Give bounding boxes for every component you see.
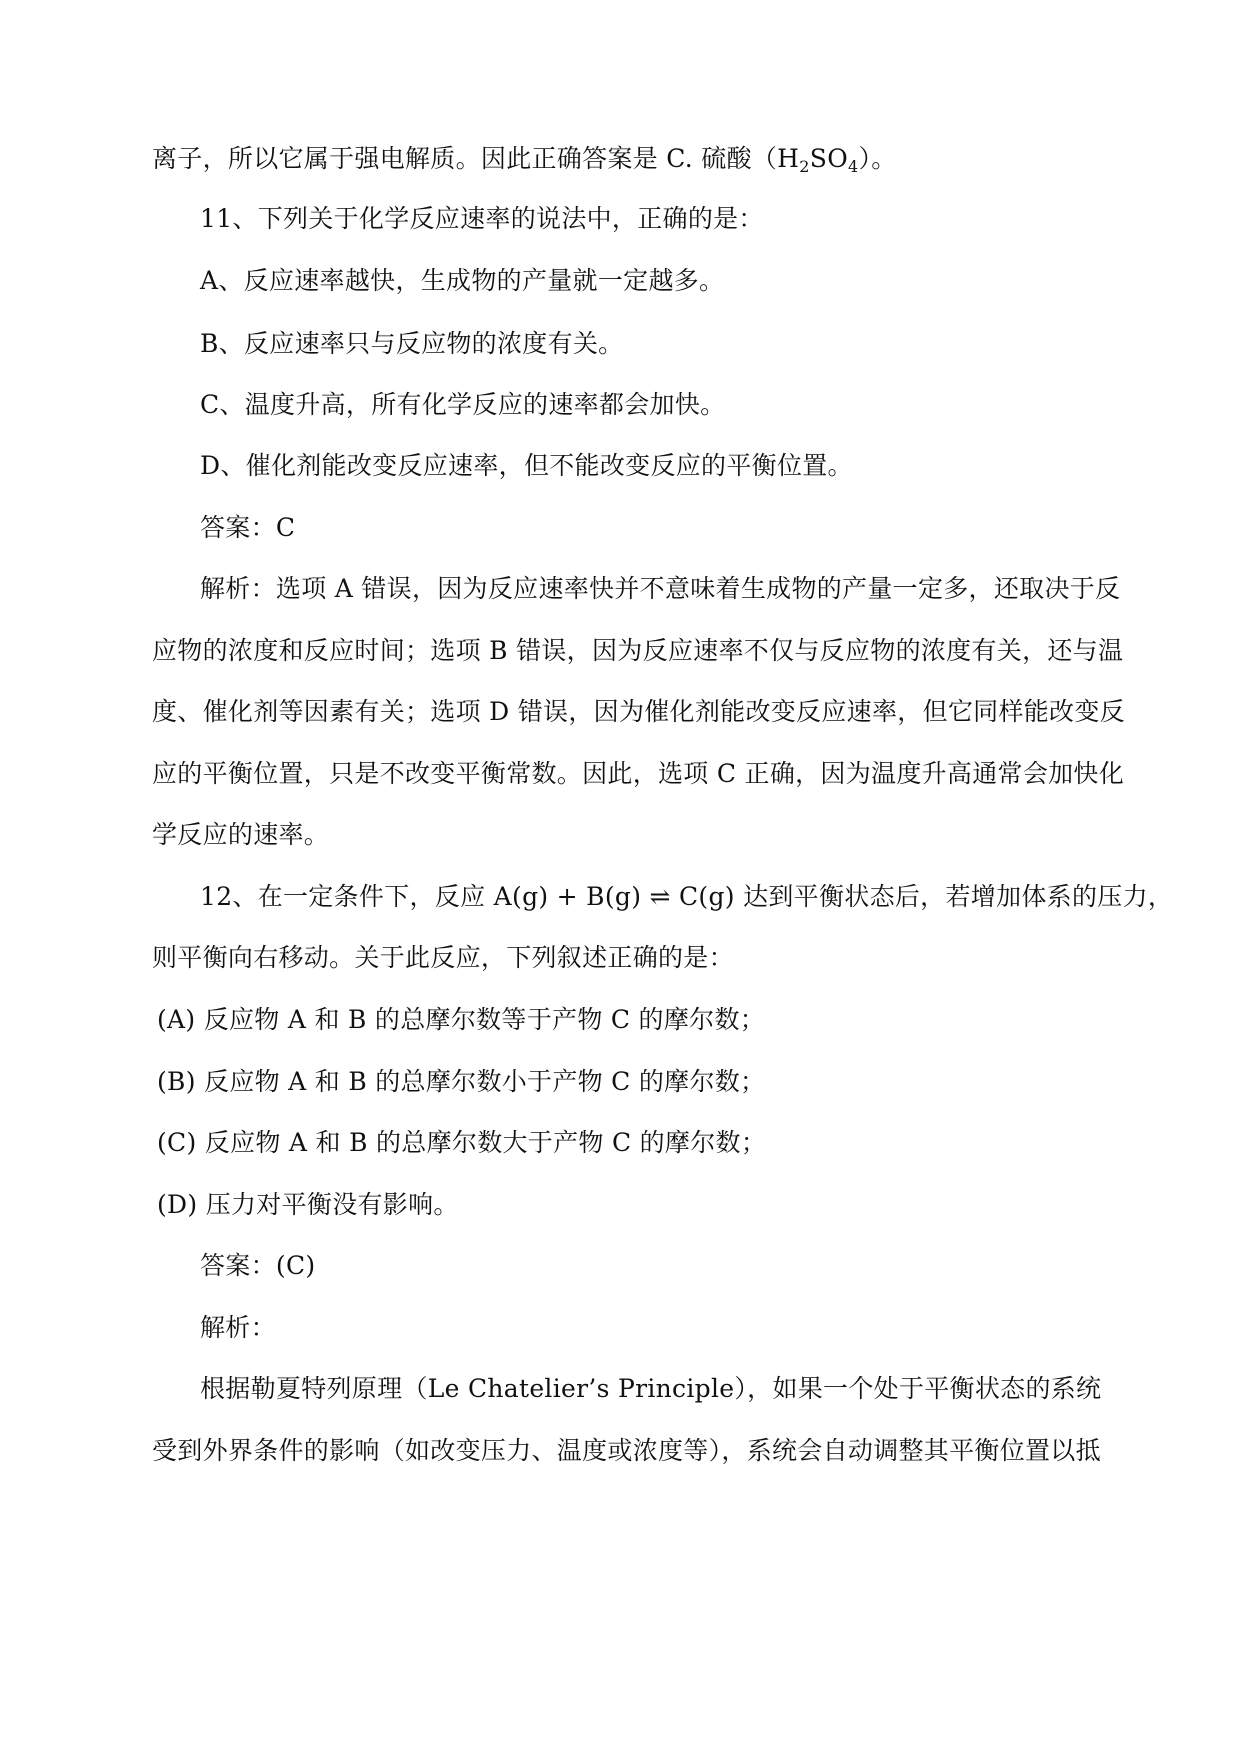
formula-so: SO — [809, 144, 848, 173]
answer-summary-end: ）。 — [858, 144, 897, 173]
question-12-title-line-2: 则平衡向右移动。关于此反应，下列叙述正确的是： — [152, 943, 734, 972]
question-12-answer: 答案：(C) — [200, 1251, 316, 1280]
question-12-explanation-line-1: 根据勒夏特列原理（Le Chatelier’s Principle），如果一个处于平衡状态的系统 — [200, 1374, 1102, 1403]
formula-subscript-4: 4 — [848, 157, 859, 176]
question-11-option-a: A、反应速率越快，生成物的产量就一定越多。 — [200, 266, 725, 295]
question-11-title: 11、下列关于化学反应速率的说法中，正确的是： — [200, 204, 764, 233]
question-12-option-b: (B) 反应物 A 和 B 的总摩尔数小于产物 C 的摩尔数； — [157, 1067, 766, 1096]
question-11-option-d: D、催化剂能改变反应速率，但不能改变反应的平衡位置。 — [200, 451, 853, 480]
question-11-explanation-line-5: 学反应的速率。 — [152, 820, 330, 849]
answer-summary-text: 离子，所以它属于强电解质。因此正确答案是 C. 硫酸（H — [152, 144, 800, 173]
question-12-explanation-line-2: 受到外界条件的影响（如改变压力、温度或浓度等），系统会自动调整其平衡位置以抵 — [152, 1436, 1101, 1465]
question-11-explanation-line-1: 解析：选项 A 错误，因为反应速率快并不意味着生成物的产量一定多，还取决于反 — [200, 574, 1121, 603]
question-12-analysis-label: 解析： — [200, 1313, 276, 1342]
question-11-explanation-line-2: 应物的浓度和反应时间；选项 B 错误，因为反应速率不仅与反应物的浓度有关，还与温 — [152, 636, 1124, 665]
question-12-option-d: (D) 压力对平衡没有影响。 — [157, 1190, 459, 1219]
formula-subscript-2: 2 — [799, 157, 810, 176]
question-11-explanation-line-3: 度、催化剂等因素有关；选项 D 错误，因为催化剂能改变反应速率，但它同样能改变反 — [152, 697, 1125, 726]
question-11-answer: 答案：C — [200, 513, 296, 542]
question-12-option-c: (C) 反应物 A 和 B 的总摩尔数大于产物 C 的摩尔数； — [157, 1128, 767, 1157]
question-12-option-a: (A) 反应物 A 和 B 的总摩尔数等于产物 C 的摩尔数； — [157, 1005, 766, 1034]
question-11-option-b: B、反应速率只与反应物的浓度有关。 — [200, 329, 624, 358]
question-11-explanation-line-4: 应的平衡位置，只是不改变平衡常数。因此，选项 C 正确，因为温度升高通常会加快化 — [152, 759, 1125, 788]
question-11-option-c: C、温度升高，所有化学反应的速率都会加快。 — [200, 390, 726, 419]
question-12-title-line-1: 12、在一定条件下，反应 A(g) + B(g) ⇌ C(g) 达到平衡状态后，若增加体系的压力， — [200, 882, 1174, 911]
answer-summary-line — [152, 142, 1092, 184]
